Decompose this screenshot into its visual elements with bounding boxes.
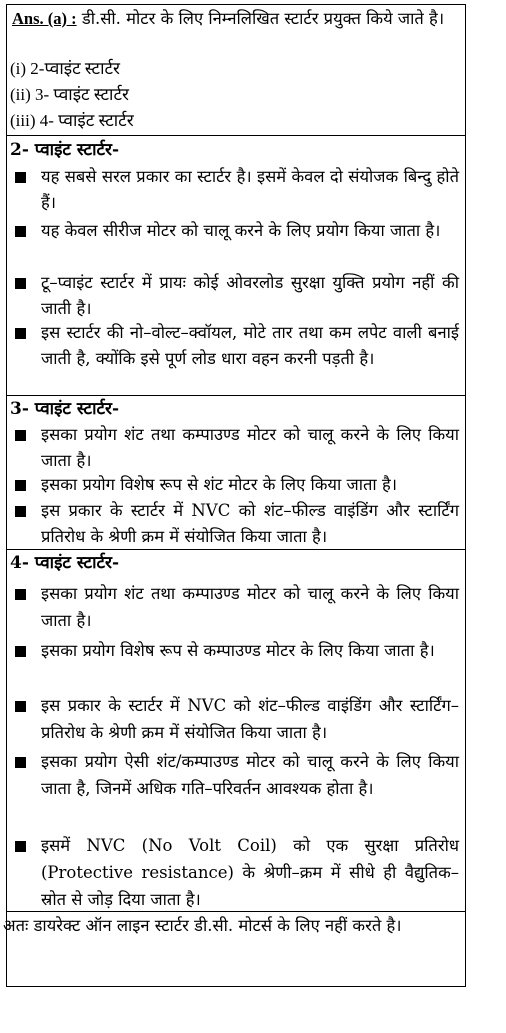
square-bullet-icon (15, 278, 26, 289)
intro-paragraph (12, 7, 459, 31)
section-heading: 3- प्वाइंट स्टार्टर- (10, 399, 120, 419)
four-point-section (7, 550, 465, 912)
answer-label: Ans. (a) : (12, 9, 77, 28)
square-bullet-icon (15, 701, 26, 712)
section-heading: 4- प्वाइंट स्टार्टर- (10, 553, 120, 573)
section-heading: 2- प्वाइंट स्टार्टर- (10, 140, 120, 160)
square-bullet-icon (15, 430, 26, 441)
two-point-section (7, 136, 465, 396)
answer-box (6, 4, 466, 987)
bullet-text: इसका प्रयोग शंट तथा कम्पाउण्ड मोटर को चालू करने के लिए किया जाता है। (41, 425, 459, 470)
conclusion-text: अतः डायरेक्ट ऑन लाइन स्टार्टर डी.सी. मोटर्स के लिए नहीं करते है। (3, 916, 402, 935)
bullet-text: इस प्रकार के स्टार्टर में NVC को शंट–फील्ड वाइंडिंग और स्टार्टिंग–प्रतिरोध के श्रेणी क्रम में संयोजित किया जाता है। (41, 696, 459, 742)
option-item: (i) 2-प्वाइंट स्टार्टर (10, 59, 120, 78)
square-bullet-icon (15, 480, 26, 491)
bullet-text: यह सबसे सरल प्रकार का स्टार्टर है। इसमें केवल दो संयोजक बिन्दु होते हैं। (41, 167, 459, 212)
intro-text: डी.सी. मोटर के लिए निम्नलिखित स्टार्टर प्रयुक्त किये जाते है। (81, 9, 445, 28)
square-bullet-icon (15, 646, 26, 657)
square-bullet-icon (15, 506, 26, 517)
intro-section (7, 5, 465, 136)
square-bullet-icon (15, 172, 26, 183)
bullet-text: इसका प्रयोग ऐसी शंट/कम्पाउण्ड मोटर को चालू करने के लिए किया जाता है, जिनमें अधिक गति–परिवर्तन आवश्यक होता है। (41, 752, 459, 798)
square-bullet-icon (15, 589, 26, 600)
bullet-text: इस प्रकार के स्टार्टर में NVC को शंट–फील्ड वाइंडिंग और स्टार्टिंग प्रतिरोध के श्रेणी क्रम में संयोजित किया जाता है। (41, 501, 459, 546)
bullet-text: इस स्टार्टर की नो–वोल्ट–क्वॉयल, मोटे तार तथा कम लपेट वाली बनाई जाती है, क्योंकि इसे पूर्ण लोड धारा वहन करनी पड़ती है। (41, 323, 459, 368)
three-point-section (7, 396, 465, 550)
square-bullet-icon (15, 841, 26, 852)
bullet-text: यह केवल सीरीज मोटर को चालू करने के लिए प्रयोग किया जाता है। (41, 221, 441, 240)
bullet-text: इसका प्रयोग शंट तथा कम्पाउण्ड मोटर को चालू करने के लिए किया जाता है। (41, 584, 459, 630)
square-bullet-icon (15, 757, 26, 768)
bullet-text: इसका प्रयोग विशेष रूप से शंट मोटर के लिए किया जाता है। (41, 475, 397, 494)
option-item: (iii) 4- प्वाइंट स्टार्टर (10, 111, 134, 130)
bullet-text: इसका प्रयोग विशेष रूप से कम्पाउण्ड मोटर के लिए किया जाता है। (41, 641, 435, 660)
bullet-text: इसमें NVC (No Volt Coil) को एक सुरक्षा प्रतिरोध (Protective resistance) के श्रेणी–क्रम में सीधे ही वैद्युतिक–स्रोत से जोड़ दिया जाता है। (41, 836, 459, 909)
option-item: (ii) 3- प्वाइंट स्टार्टर (10, 85, 129, 104)
square-bullet-icon (15, 226, 26, 237)
bullet-text: टू–प्वाइंट स्टार्टर में प्रायः कोई ओवरलोड सुरक्षा युक्ति प्रयोग नहीं की जाती है। (41, 273, 459, 318)
square-bullet-icon (15, 328, 26, 339)
